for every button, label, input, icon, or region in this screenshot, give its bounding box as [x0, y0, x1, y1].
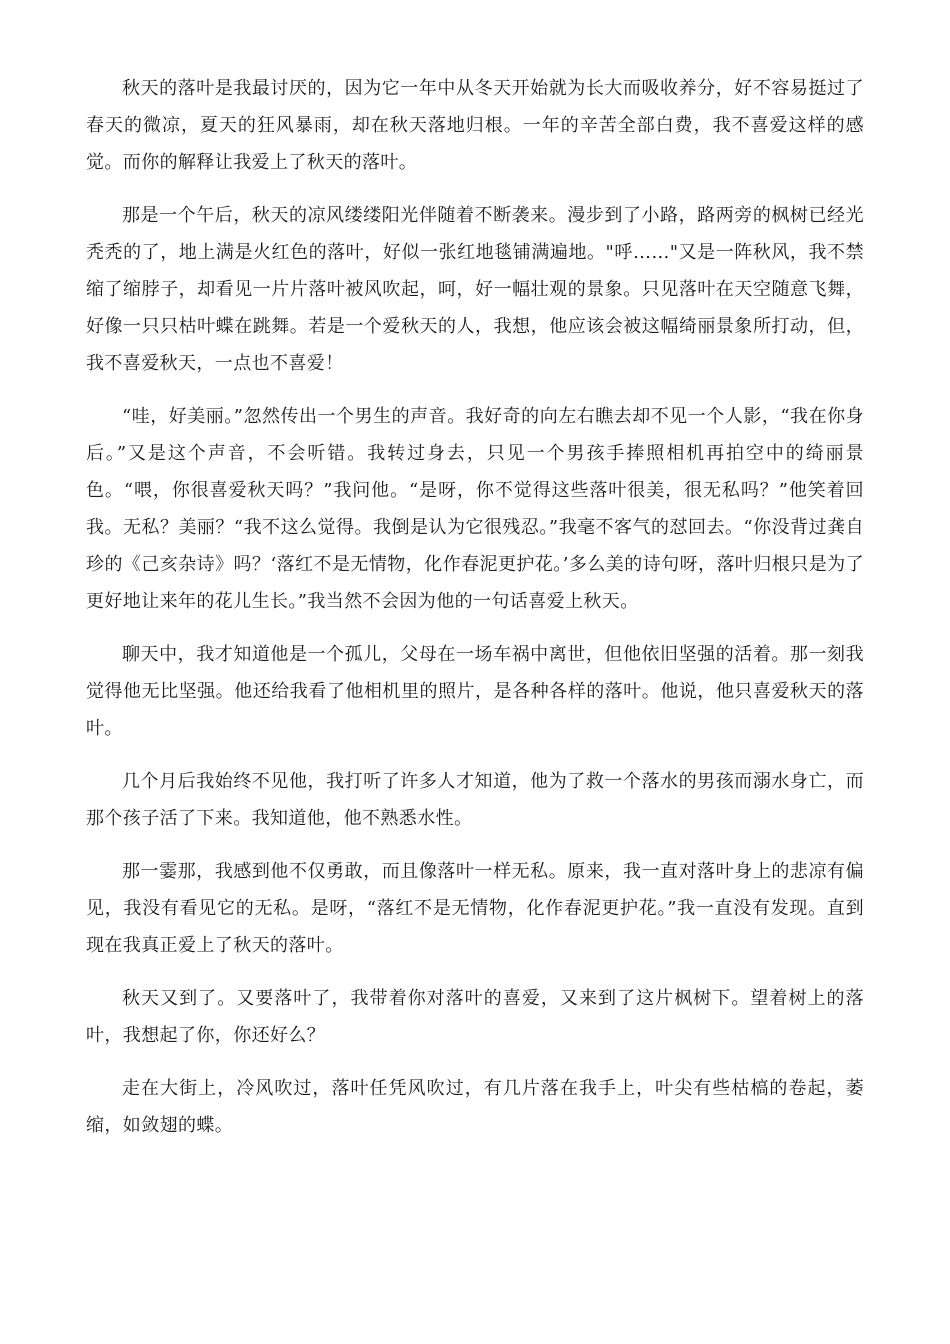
paragraph-1: 秋天的落叶是我最讨厌的，因为它一年中从冬天开始就为长大而吸收养分，好不容易挺过了春天的微凉，夏天的狂风暴雨，却在秋天落地归根。一年的辛苦全部白费，我不喜爱这样的感觉。而你的解释让我爱上了秋天的落叶。 [86, 78, 864, 173]
paragraph-4: 聊天中，我才知道他是一个孤儿，父母在一场车祸中离世，但他依旧坚强的活着。那一刻我觉得他无比坚强。他还给我看了他相机里的照片，是各种各样的落叶。他说，他只喜爱秋天的落叶。 [86, 644, 864, 739]
paragraph-3: “哇，好美丽。”忽然传出一个男生的声音。我好奇的向左右瞧去却不见一个人影，“我在你身后。”又是这个声音，不会听错。我转过身去，只见一个男孩手捧照相机再拍空中的绮丽景色。“喂，你很喜爱秋天吗？”我问他。“是呀，你不觉得这些落叶很美，很无私吗？”他笑着回我。无私？美丽？“我不这么觉得。我倒是认为它很残忍。”我毫不客气的怼回去。“你没背过龚自珍的《己亥杂诗》吗？‘落红不是无情物，化作春泥更护花。’多么美的诗句呀，落叶归根只是为了更好地让来年的花儿生长。”我当然不会因为他的一句话喜爱上秋天。 [86, 406, 864, 612]
paragraph-8: 走在大街上，冷风吹过，落叶任凭风吹过，有几片落在我手上，叶尖有些枯槁的卷起，萎缩，如敛翅的蝶。 [86, 1078, 864, 1136]
essay-body [86, 70, 864, 1160]
paragraph-5: 几个月后我始终不见他，我打听了许多人才知道，他为了救一个落水的男孩而溺水身亡，而那个孩子活了下来。我知道他，他不熟悉水性。 [86, 771, 864, 829]
paragraph-6: 那一霎那，我感到他不仅勇敢，而且像落叶一样无私。原来，我一直对落叶身上的悲凉有偏见，我没有看见它的无私。是呀，“落红不是无情物，化作春泥更护花。”我一直没有发现。直到现在我真正爱上了秋天的落叶。 [86, 861, 864, 956]
paragraph-7: 秋天又到了。又要落叶了，我带着你对落叶的喜爱，又来到了这片枫树下。望着树上的落叶，我想起了你，你还好么？ [86, 988, 864, 1046]
paragraph-2: 那是一个午后，秋天的凉风缕缕阳光伴随着不断袭来。漫步到了小路，路两旁的枫树已经光秃秃的了，地上满是火红色的落叶，好似一张红地毯铺满遍地。"呼……"又是一阵秋风，我不禁缩了缩脖子，却看见一片片落叶被风吹起，呵，好一幅壮观的景象。只见落叶在天空随意飞舞，好像一只只枯叶蝶在跳舞。若是一个爱秋天的人，我想，他应该会被这幅绮丽景象所打动，但，我不喜爱秋天，一点也不喜爱！ [86, 205, 864, 374]
